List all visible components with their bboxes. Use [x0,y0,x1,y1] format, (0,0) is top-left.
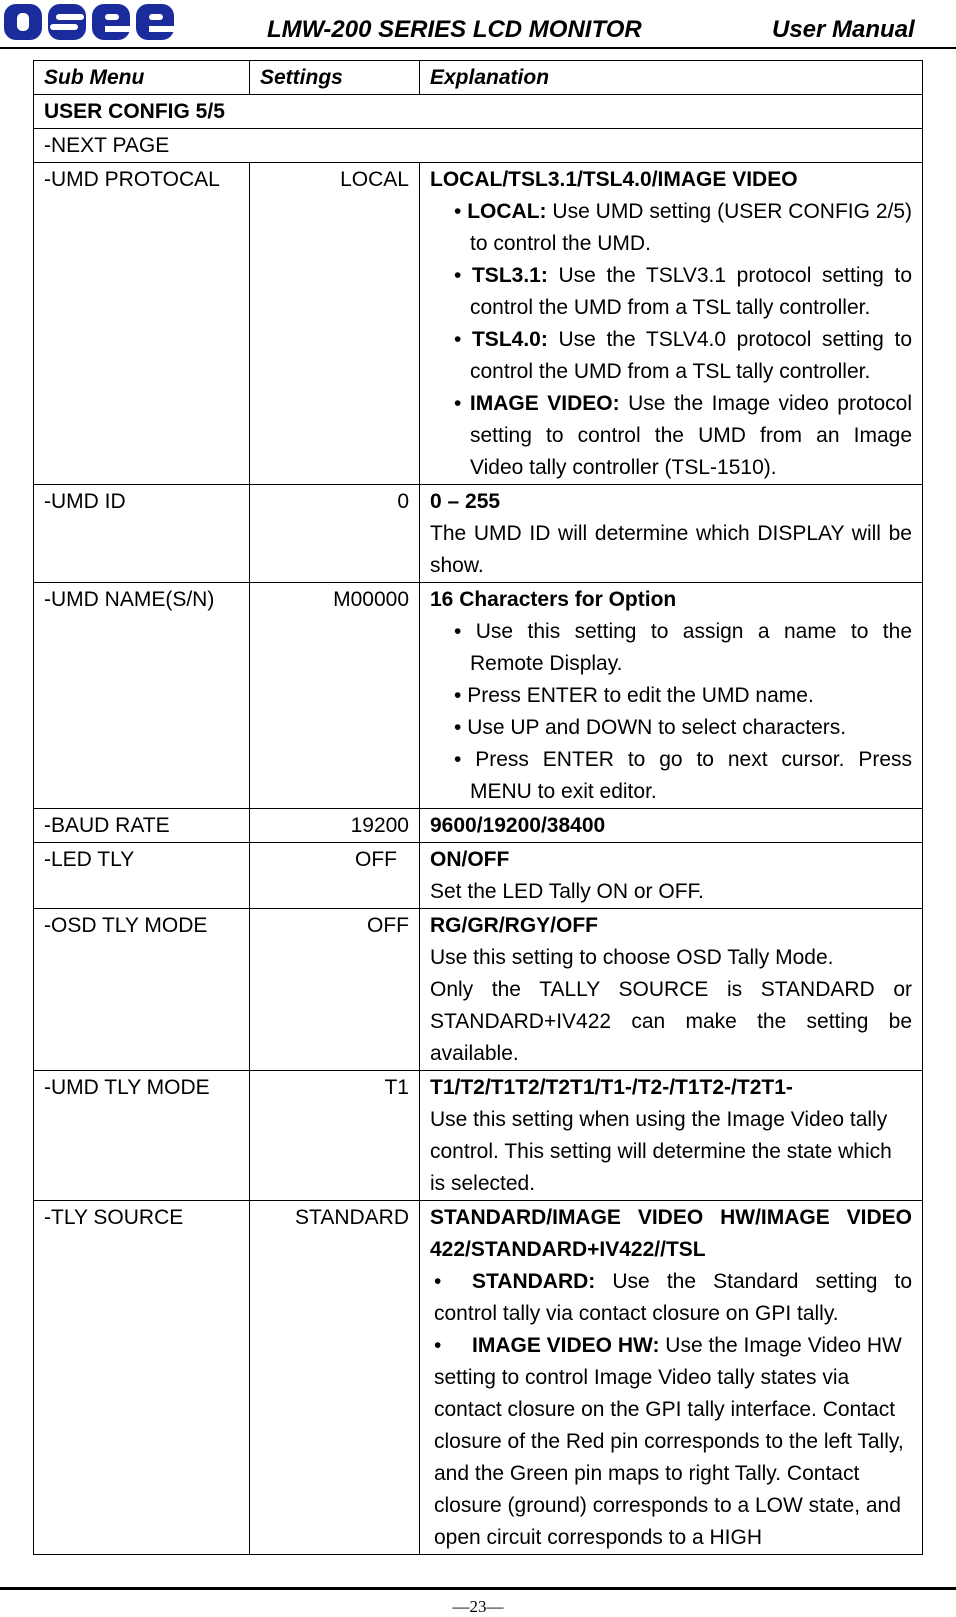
column-header-explanation: Explanation [420,61,923,95]
header-divider [0,47,956,49]
page-header [0,0,956,50]
section-row [34,95,923,129]
explanation-text: Use this setting when using the Image Video tally control. This setting will determine the state which is selected. [430,1108,892,1195]
explanation [420,485,923,583]
setting-value: OFF [250,909,420,1071]
option-list: ON/OFF [430,848,510,871]
table-row [34,485,923,583]
column-header-settings: Settings [250,61,420,95]
explanation [420,583,923,809]
option-list: T1/T2/T1T2/T2T1/T1-/T2-/T1T2-/T2T1- [430,1076,793,1099]
menu-item-umd-protocal: -UMD PROTOCAL [34,163,250,485]
explanation-text: Use this setting to choose OSD Tally Mode. [430,946,834,969]
table-row [34,129,923,163]
menu-item-osd-tly-mode: -OSD TLY MODE [34,909,250,1071]
setting-value: M00000 [250,583,420,809]
explanation-text: Only the TALLY SOURCE is STANDARD or STANDARD+IV422 can make the setting be available. [430,978,912,1065]
option-list: 0 – 255 [430,490,501,513]
column-header-sub-menu: Sub Menu [34,61,250,95]
bullet-item: • IMAGE VIDEO: Use the Image video protocol setting to control the UMD from an Image Video tally controller (TSL-1510). [454,392,912,479]
table-row [34,843,923,909]
explanation [420,1071,923,1201]
explanation-text: The UMD ID will determine which DISPLAY will be show. [430,522,912,577]
section-title: USER CONFIG 5/5 [34,95,923,129]
bullet-item: • Press ENTER to go to next cursor. Press MENU to exit editor. [454,748,912,803]
setting-value: T1 [250,1071,420,1201]
option-list: STANDARD/IMAGE VIDEO HW/IMAGE VIDEO 422/STANDARD+IV422//TSL [430,1206,912,1261]
bullet-item: • Use UP and DOWN to select characters. [454,716,847,739]
explanation-text: Set the LED Tally ON or OFF. [430,880,704,903]
explanation [420,163,923,485]
table-row [34,809,923,843]
table-row [34,909,923,1071]
option-list: LOCAL/TSL3.1/TSL4.0/IMAGE VIDEO [430,168,798,191]
page-number: —23— [452,1597,504,1616]
table-row [34,163,923,485]
setting-value: LOCAL [250,163,420,485]
bullet-item: • Press ENTER to edit the UMD name. [454,684,814,707]
setting-value: 0 [250,485,420,583]
table-row [34,1201,923,1555]
setting-value: 19200 [250,809,420,843]
bullet-item: • TSL3.1: Use the TSLV3.1 protocol setting to control the UMD from a TSL tally controller. [454,264,913,319]
settings-table [33,60,923,1555]
document-type: User Manual [772,16,915,43]
explanation [420,909,923,1071]
explanation [420,843,923,909]
next-page-item: -NEXT PAGE [34,129,923,163]
bullet-item: • IMAGE VIDEO HW: Use the Image Video HW setting to control Image Video tally states via contact closure on the GPI tally interface. Contact closure of the Red pin corresponds to the left Tally, and the Green pin maps to right Tally. Contact closure (ground) corresponds to a LOW state, and open circuit corresponds to a HIGH [434,1334,904,1549]
option-list: 9600/19200/38400 [430,814,606,837]
table-row [34,1071,923,1201]
footer-divider [0,1587,956,1590]
osee-logo [4,2,176,42]
option-list: RG/GR/RGY/OFF [430,914,598,937]
document-title: LMW-200 SERIES LCD MONITOR [267,16,642,43]
table-row [34,583,923,809]
bullet-item: • STANDARD: Use the Standard setting to control tally via contact closure on GPI tally. [434,1270,912,1325]
explanation [420,1201,923,1555]
bullet-item: • Use this setting to assign a name to the Remote Display. [454,620,912,675]
menu-item-umd-name: -UMD NAME(S/N) [34,583,250,809]
bullet-item: • LOCAL: Use UMD setting (USER CONFIG 2/5) to control the UMD. [454,200,913,255]
setting-value: STANDARD [250,1201,420,1555]
menu-item-baud-rate: -BAUD RATE [34,809,250,843]
explanation [420,809,923,843]
bullet-item: • TSL4.0: Use the TSLV4.0 protocol setting to control the UMD from a TSL tally controller. [454,328,913,383]
table-header-row [34,61,923,95]
menu-item-umd-tly-mode: -UMD TLY MODE [34,1071,250,1201]
setting-value: OFF [250,843,420,909]
menu-item-tly-source: -TLY SOURCE [34,1201,250,1555]
option-list: 16 Characters for Option [430,588,677,611]
menu-item-umd-id: -UMD ID [34,485,250,583]
menu-item-led-tly: -LED TLY [34,843,250,909]
